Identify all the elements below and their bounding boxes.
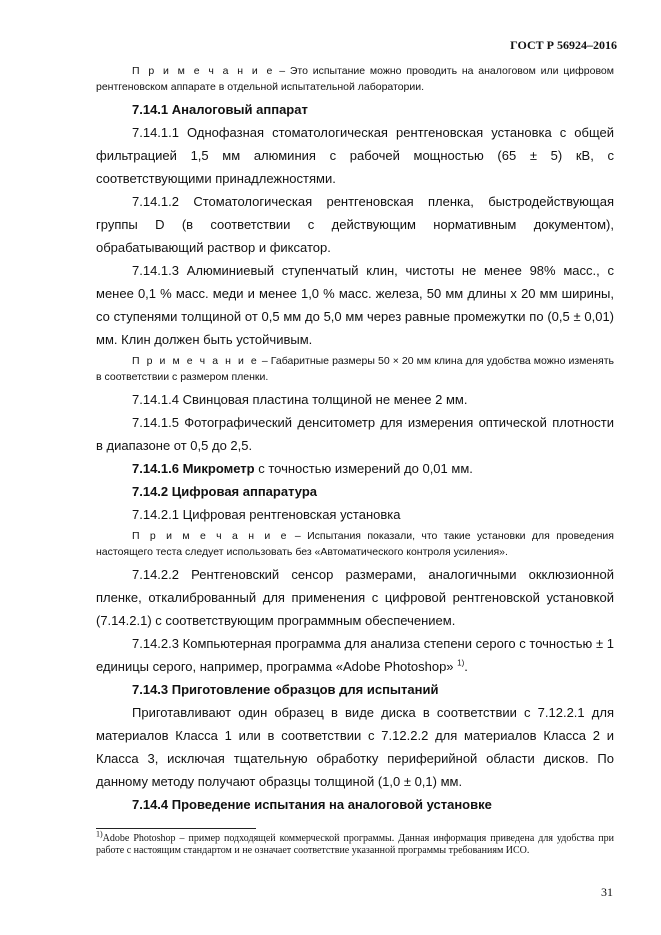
paragraph-7-14-2-2: 7.14.2.2 Рентгеновский сенсор размерами, аналогичными окклюзионной пленке, откалиброванный для применения с цифровой рентгеновской установкой (7.14.2.1) с соответствующим программным обеспечением.	[96, 567, 614, 628]
footnote	[96, 829, 614, 857]
paragraph-7-14-1-6	[96, 457, 614, 480]
paragraph-number-bold: 7.14.1.6 Микрометр	[132, 461, 255, 476]
paragraph-7-14-1-2: 7.14.1.2 Стоматологическая рентгеновская пленка, быстродействующая группы D (в соответствии с действующим нормативным документом), обрабатывающий раствор и фиксатор.	[96, 194, 614, 255]
section-heading-7-14-1: 7.14.1 Аналоговый аппарат	[132, 102, 308, 117]
note-label: П р и м е ч а н и е	[132, 530, 289, 542]
note-paragraph	[96, 353, 614, 385]
section-heading-7-14-4: 7.14.4 Проведение испытания на аналоговой установке	[132, 797, 492, 812]
paragraph-text: с точностью измерений до 0,01 мм.	[254, 461, 473, 476]
section-heading-7-14-2: 7.14.2 Цифровая аппаратура	[132, 484, 318, 499]
note-label: П р и м е ч а н и е	[132, 355, 259, 367]
paragraph-7-14-3: Приготавливают один образец в виде диска в соответствии с 7.12.2.1 для материалов Класса 1 или в соответствии с 7.12.2.2 для материалов Класса 2 и Класса 3, исключая тщательную обработку периферийной области дисков. По данному методу получают образцы толщиной (1,0 ± 0,1) мм.	[96, 705, 614, 789]
paragraph-7-14-1-3: 7.14.1.3 Алюминиевый ступенчатый клин, чистоты не менее 98% масс., с менее 0,1 % масс. меди и менее 1,0 % масс. железа, 50 мм длины х 20 мм ширины, со ступенями толщиной от 0,5 мм до 5,0 мм через равные промежутки по (0,5 ± 0,01) мм. Клин должен быть устойчивым.	[96, 263, 614, 347]
standard-header: ГОСТ Р 56924–2016	[510, 38, 617, 52]
note-paragraph	[96, 528, 614, 560]
document-body	[96, 61, 614, 816]
note-text: – Габаритные размеры 50 × 20 мм клина для удобства можно изменять в соответствии с размером пленки.	[96, 355, 614, 383]
note-label: П р и м е ч а н и е	[132, 65, 275, 77]
paragraph-7-14-2-1: 7.14.2.1 Цифровая рентгеновская установка	[132, 507, 401, 522]
section-heading-7-14-3: 7.14.3 Приготовление образцов для испытаний	[132, 682, 439, 697]
paragraph-7-14-1-4: 7.14.1.4 Свинцовая пластина толщиной не менее 2 мм.	[132, 392, 468, 407]
paragraph-7-14-1-5: 7.14.1.5 Фотографический денситометр для измерения оптической плотности в диапазоне от 0,5 до 2,5.	[96, 415, 614, 453]
note-paragraph	[96, 63, 614, 95]
footnote-divider	[96, 828, 256, 829]
footnote-reference[interactable]: 1)	[457, 658, 465, 668]
paragraph-text: 7.14.2.3 Компьютерная программа для анализа степени серого с точностью ± 1 единицы серого, например, программа «Adobe Photoshop»	[96, 636, 614, 674]
page-number: 31	[601, 885, 613, 899]
paragraph-7-14-2-3	[96, 632, 614, 678]
footnote-mark: 1)	[96, 829, 103, 839]
paragraph-end: .	[464, 659, 468, 674]
note-text: – Это испытание можно проводить на аналоговом или цифровом рентгеновском аппарате в отдельной испытательной лаборатории.	[96, 65, 614, 93]
paragraph-7-14-1-1: 7.14.1.1 Однофазная стоматологическая рентгеновская установка с общей фильтрацией 1,5 мм алюминия с рабочей мощностью (65 ± 5) кВ, с соответствующими принадлежностями.	[96, 125, 614, 186]
footnote-text: Adobe Photoshop – пример подходящей коммерческой программы. Данная информация приведена для удобства при работе с настоящим стандартом и не означает соответствие указанной программы требованиям ИСО.	[96, 833, 614, 856]
note-text: – Испытания показали, что такие установки для проведения настоящего теста следует использовать без «Автоматического контроля усиления».	[96, 530, 614, 558]
